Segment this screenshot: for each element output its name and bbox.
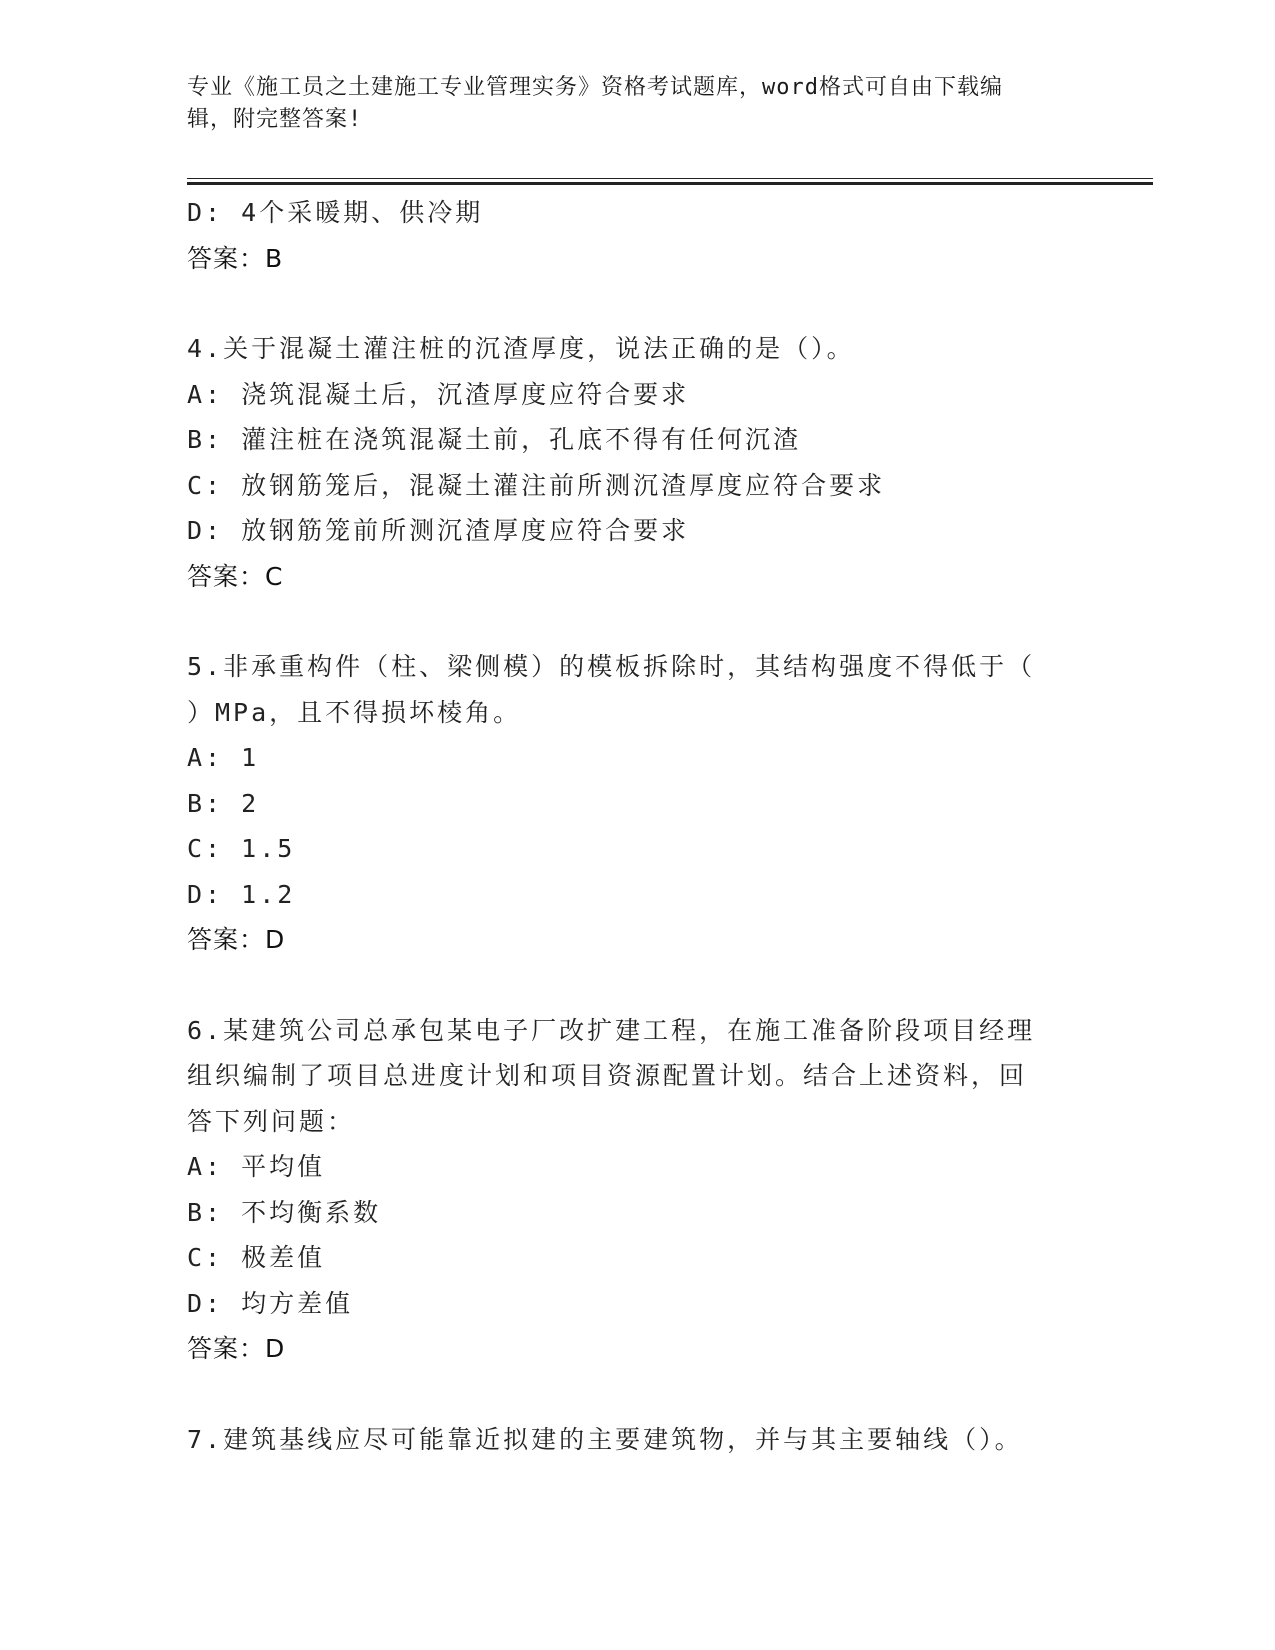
spacer — [187, 963, 1067, 1008]
question-text: 4.关于混凝土灌注桩的沉渣厚度，说法正确的是（）。 — [187, 334, 855, 363]
option-b: B: 不均衡系数 — [187, 1197, 382, 1227]
option-c: C: 放钢筋笼后，混凝土灌注前所测沉渣厚度应符合要求 — [187, 470, 886, 500]
document-body — [187, 190, 1067, 1462]
option-d: D: 均方差值 — [187, 1288, 354, 1318]
question-text-line-2: ）MPa，且不得损坏棱角。 — [187, 697, 522, 727]
answer-line: 答案：C — [187, 561, 284, 591]
spacer — [187, 281, 1067, 326]
question-block-7 — [187, 1417, 1067, 1463]
header-line-2: 辑，附完整答案! — [187, 107, 363, 132]
option-d: D: 1.2 — [187, 879, 296, 909]
option-c: C: 1.5 — [187, 834, 296, 863]
answer-line: 答案：D — [187, 925, 286, 954]
spacer — [187, 599, 1067, 644]
header-divider-thin — [187, 178, 1153, 179]
question-block-6 — [187, 1008, 1067, 1372]
spacer — [187, 1372, 1067, 1417]
question-block-3 — [187, 190, 1067, 281]
question-text: 7.建筑基线应尽可能靠近拟建的主要建筑物，并与其主要轴线（）。 — [187, 1424, 1023, 1454]
question-text-line-1: 5.非承重构件（柱、梁侧模）的模板拆除时，其结构强度不得低于（ — [187, 652, 1036, 681]
option-a: A: 平均值 — [187, 1152, 326, 1181]
header-divider-thick — [187, 182, 1153, 185]
answer-line: 答案：B — [187, 243, 284, 273]
question-text-line-2: 组织编制了项目总进度计划和项目资源配置计划。结合上述资料，回 — [187, 1061, 1028, 1090]
question-block-4 — [187, 326, 1067, 599]
option-b: B: 灌注桩在浇筑混凝土前，孔底不得有任何沉渣 — [187, 425, 802, 454]
option-c: C: 极差值 — [187, 1243, 326, 1272]
option-b: B: 2 — [187, 788, 260, 818]
option-d: D: 4个采暖期、供冷期 — [187, 198, 484, 227]
answer-line: 答案：D — [187, 1334, 286, 1363]
option-a: A: 1 — [187, 743, 260, 772]
question-block-5 — [187, 644, 1067, 963]
option-a: A: 浇筑混凝土后，沉渣厚度应符合要求 — [187, 379, 690, 409]
document-header — [187, 72, 1067, 136]
option-d: D: 放钢筋笼前所测沉渣厚度应符合要求 — [187, 516, 690, 545]
header-line-1: 专业《施工员之土建施工专业管理实务》资格考试题库，word格式可自由下载编 — [187, 75, 1003, 100]
question-text-line-1: 6.某建筑公司总承包某电子厂改扩建工程，在施工准备阶段项目经理 — [187, 1015, 1036, 1045]
question-text-line-3: 答下列问题： — [187, 1106, 356, 1136]
